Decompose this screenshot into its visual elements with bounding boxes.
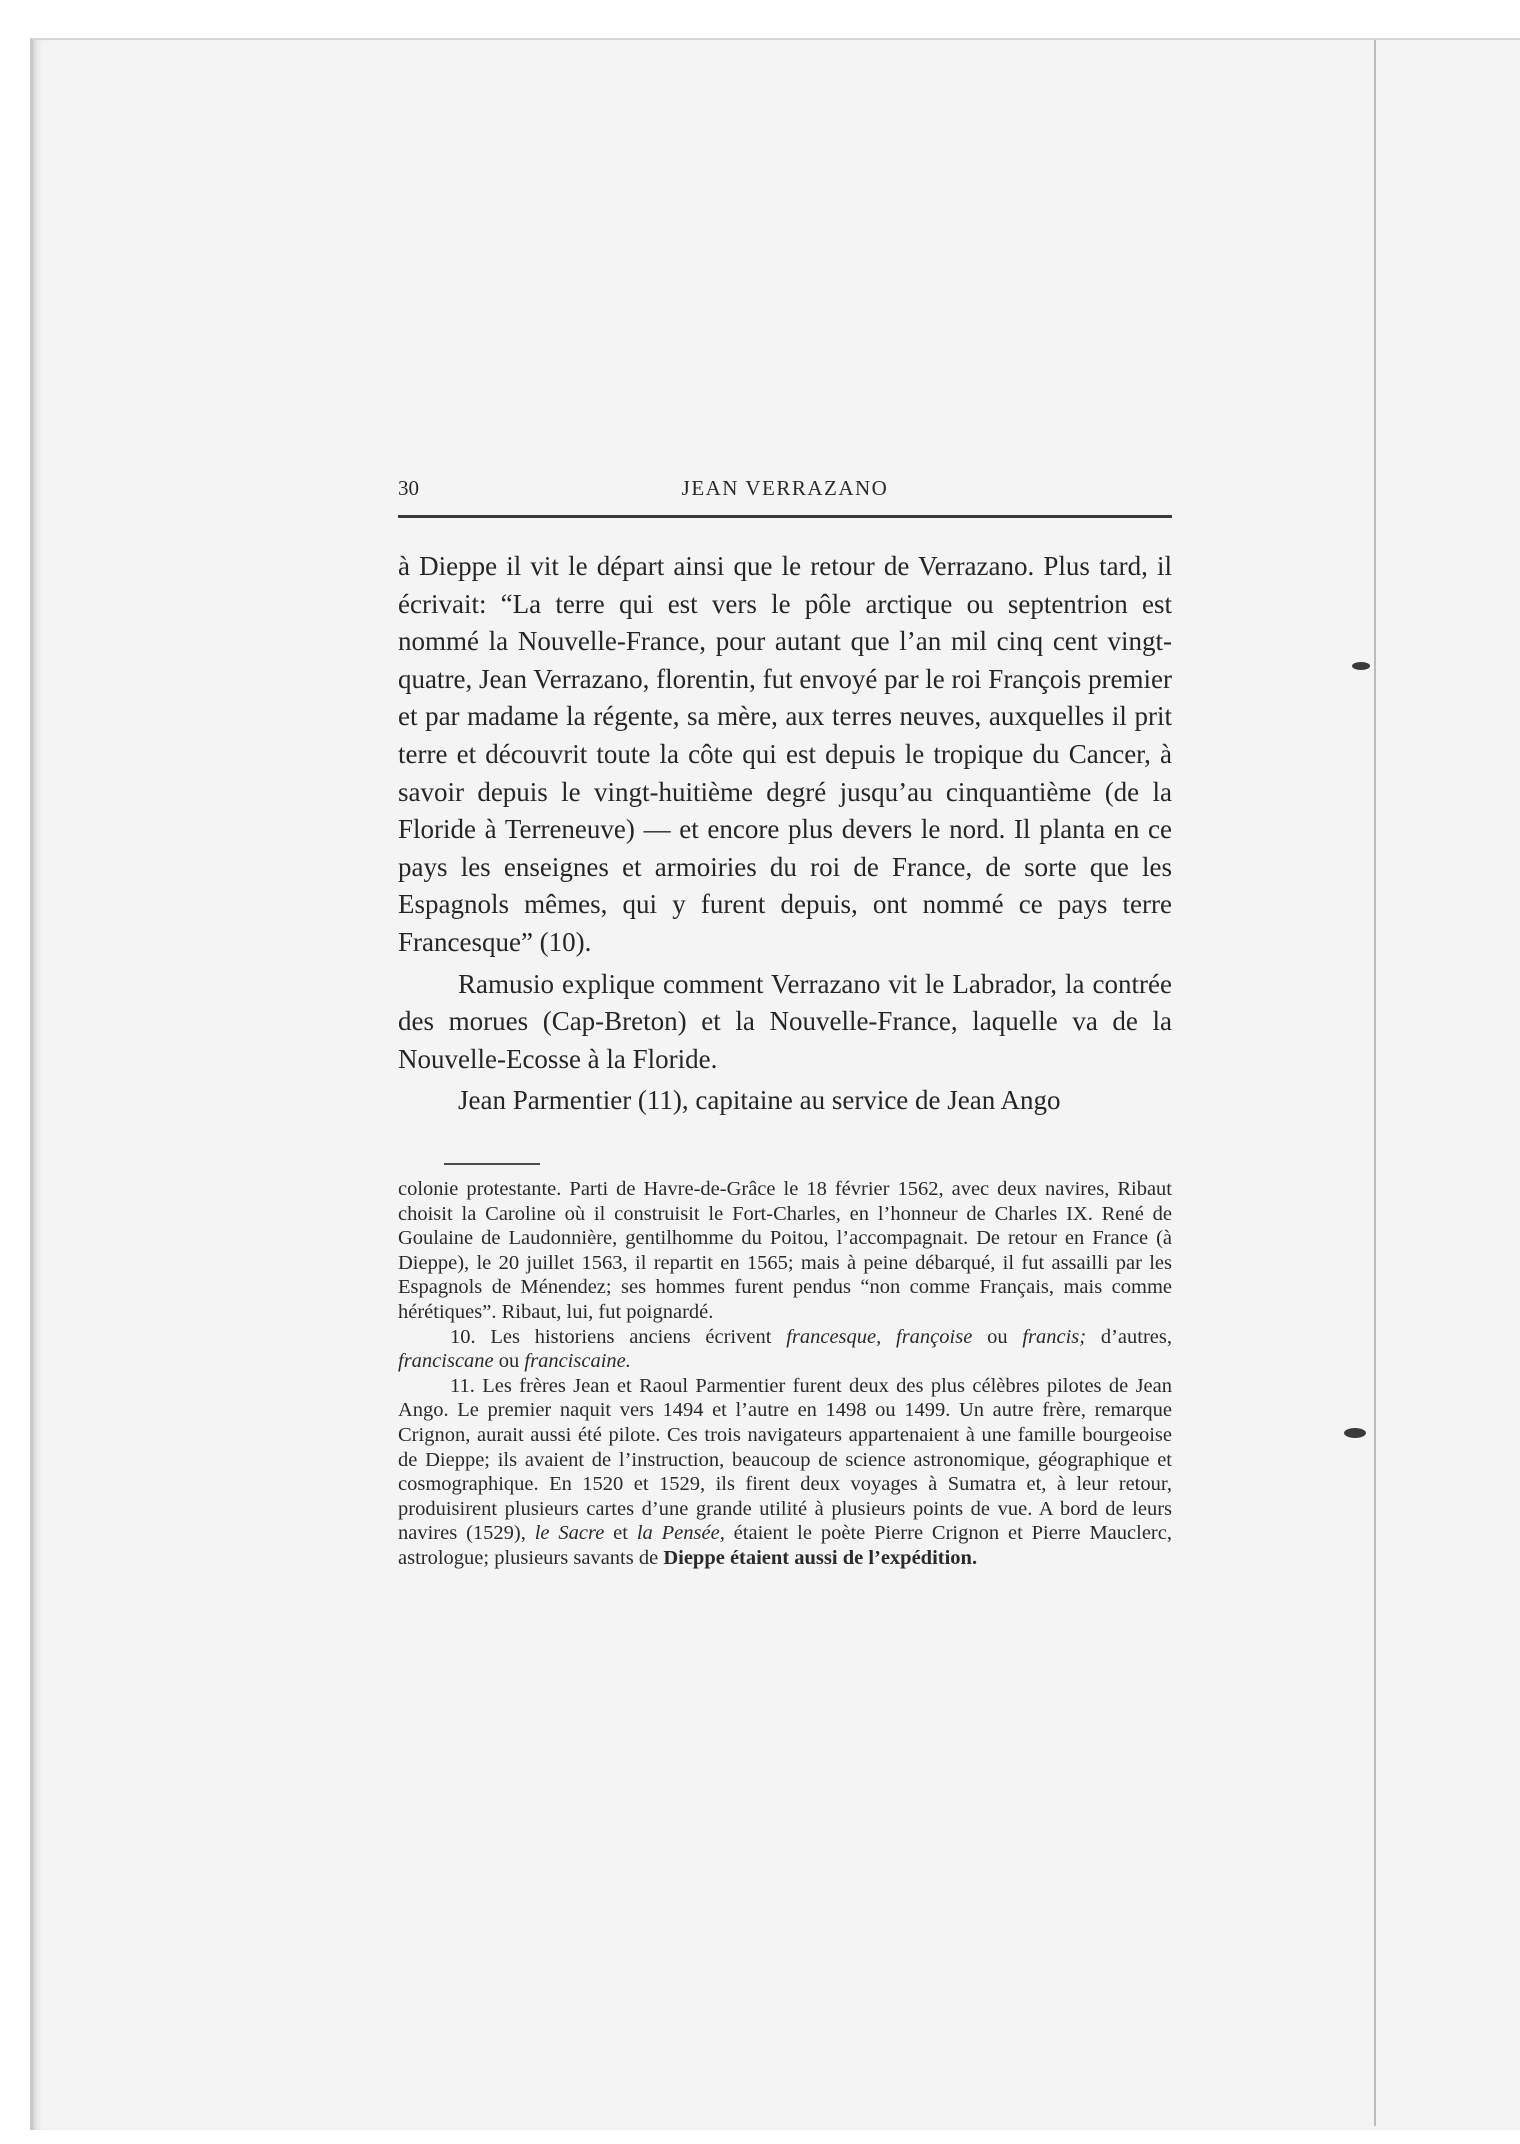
footnote-10: 10. Les historiens anciens écrivent francesque, françoise ou francis; d’autres, franciscane ou franciscaine.: [398, 1325, 1172, 1373]
body-paragraph: à Dieppe il vit le départ ainsi que le retour de Verrazano. Plus tard, il écrivait: “La terre qui est vers le pôle arctique ou septentrion est nommé la Nouvelle-France, pour autant que l’an mil cinq cent vingt-quatre, Jean Verrazano, florentin, fut envoyé par le roi François premier et par madame la régente, sa mère, aux terres neuves, auxquelles il prit terre et découvrit toute la côte qui est depuis le tropique du Cancer, à savoir depuis le vingt-huitième degré jusqu’au cinquantième (de la Floride à Terreneuve) — et encore plus devers le nord. Il planta en ce pays les enseignes et armoiries du roi de France, de sorte que les Espagnols mêmes, qui y furent depuis, ont nommé ce pays terre Francesque” (10).: [398, 551, 1172, 957]
running-head: [398, 476, 1172, 506]
body-paragraph: Ramusio explique comment Verrazano vit le Labrador, la contrée des morues (Cap-Breton) et la Nouvelle-France, laquelle va de la Nouvelle-Ecosse à la Floride.: [398, 968, 1172, 1074]
footnote-11: 11. Les frères Jean et Raoul Parmentier furent deux des plus célèbres pilotes de Jean Ango. Le premier naquit vers 1494 et l’autre en 1498 ou 1499. Un autre frère, remarque Crignon, aurait aussi été pilote. Ces trois navigateurs appartenaient à une famille bourgeoise de Dieppe; ils avaient de l’instruction, beaucoup de science astronomique, géographique et cosmographique. En 1520 et 1529, ils firent deux voyages à Sumatra et, à leur retour, produisirent plusieurs cartes d’une grande utilité à plusieurs points de vue. A bord de leurs navires (1529), le Sacre et la Pensée, étaient le poète Pierre Crignon et Pierre Mauclerc, astrologue; plusieurs savants de Dieppe étaient aussi de l’expédition.: [398, 1374, 1172, 1569]
page-fold-line: [1374, 40, 1376, 2126]
body-paragraph: Jean Parmentier (11), capitaine au service de Jean Ango: [458, 1085, 1061, 1116]
footnote-separator: [444, 1163, 540, 1165]
footnotes: [398, 1177, 1172, 1571]
page-number: 30: [398, 476, 419, 500]
main-text: [398, 548, 1172, 1120]
footnote-continuation: colonie protestante. Parti de Havre-de-Grâce le 18 février 1562, avec deux navires, Ribaut choisit la Caroline où il construisit le Fort-Charles, en l’honneur de Charles IX. René de Goulaine de Laudonnière, gentilhomme du Poitou, l’accompagnait. De retour en France (à Dieppe), le 20 juillet 1563, il repartit en 1565; mais à peine débarqué, il fut assailli par les Espagnols de Ménendez; ses hommes furent pendus “non comme Français, mais comme hérétiques”. Ribaut, lui, fut poignardé.: [398, 1178, 1172, 1323]
ink-speck: [1352, 662, 1370, 670]
header-rule: [398, 515, 1172, 518]
ink-speck: [1344, 1428, 1366, 1438]
running-title: JEAN VERRAZANO: [681, 476, 889, 500]
